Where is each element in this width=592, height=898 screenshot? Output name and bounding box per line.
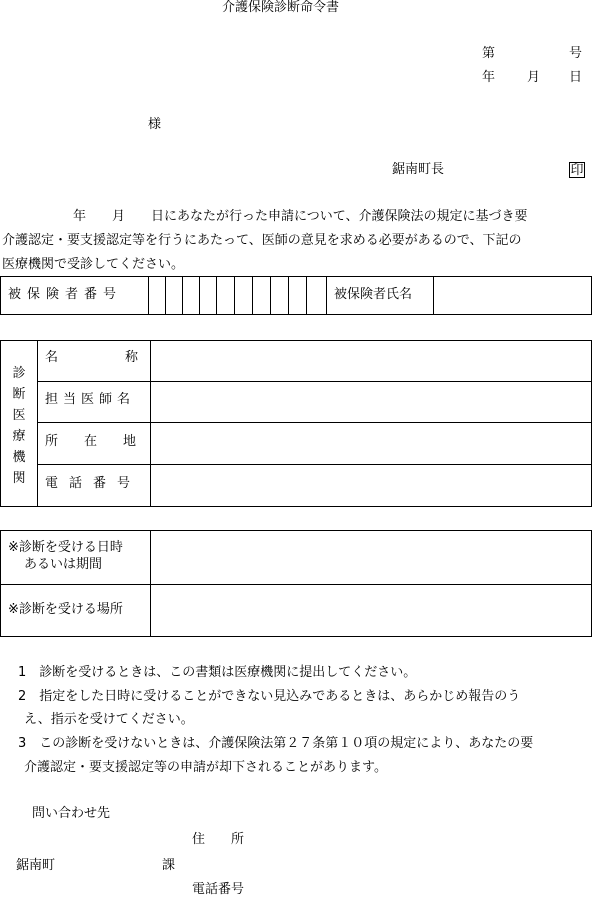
date-day: 日: [569, 70, 583, 85]
document-title: 介護保険診断命令書: [222, 0, 340, 15]
body-line-3: 医療機関で受診してください。: [2, 257, 185, 272]
insured-name-label: 被保険者氏名: [334, 287, 413, 302]
addressee-sama: 様: [148, 117, 162, 132]
number-dai: 第: [482, 46, 496, 61]
exam-datetime-label-1: ※診断を受ける日時: [8, 540, 123, 555]
issuer-name: 鋸南町長: [392, 162, 445, 177]
note-1: 1 診断を受けるときは、この書類は医療機関に提出してください。: [18, 665, 417, 680]
clinic-row-name: 名 称: [45, 350, 142, 365]
date-year: 年: [482, 70, 496, 85]
clinic-row-address: 所 在 地: [45, 434, 137, 449]
number-go: 号: [569, 46, 583, 61]
note-2b: え、指示を受けてください。: [24, 712, 194, 727]
note-3b: 介護認定・要支援認定等の申請が却下されることがあります。: [24, 760, 387, 775]
exam-datetime-label-2: あるいは期間: [24, 557, 103, 572]
contact-town: 鋸南町: [16, 858, 56, 873]
exam-place-label: ※診断を受ける場所: [8, 602, 123, 617]
contact-phone-label: 電話番号: [192, 882, 245, 897]
clinic-row-phone: 電話番号: [45, 476, 142, 491]
insured-number-label: 被保険者番号: [8, 287, 123, 302]
clinic-group-label: 診 断 医 療 機 関: [12, 366, 26, 486]
date-month: 月: [527, 70, 541, 85]
note-2a: 2 指定をした日時に受けることができない見込みであるときは、あらかじめ報告のう: [18, 689, 521, 704]
body-line-1: 年 月 日にあなたが行った申請について、介護保険法の規定に基づき要: [73, 209, 528, 224]
note-3a: 3 この診断を受けないときは、介護保険法第２７条第１０項の規定により、あなたの要: [18, 736, 534, 751]
contact-address-label: 住 所: [192, 832, 245, 847]
seal-mark: 印: [570, 163, 584, 178]
body-line-2: 介護認定・要支援認定等を行うにあたって、医師の意見を求める必要があるので、下記の: [2, 233, 522, 248]
contact-heading: 問い合わせ先: [32, 806, 111, 821]
contact-ka: 課: [162, 858, 176, 873]
clinic-row-doctor: 担当医師名: [45, 392, 136, 407]
